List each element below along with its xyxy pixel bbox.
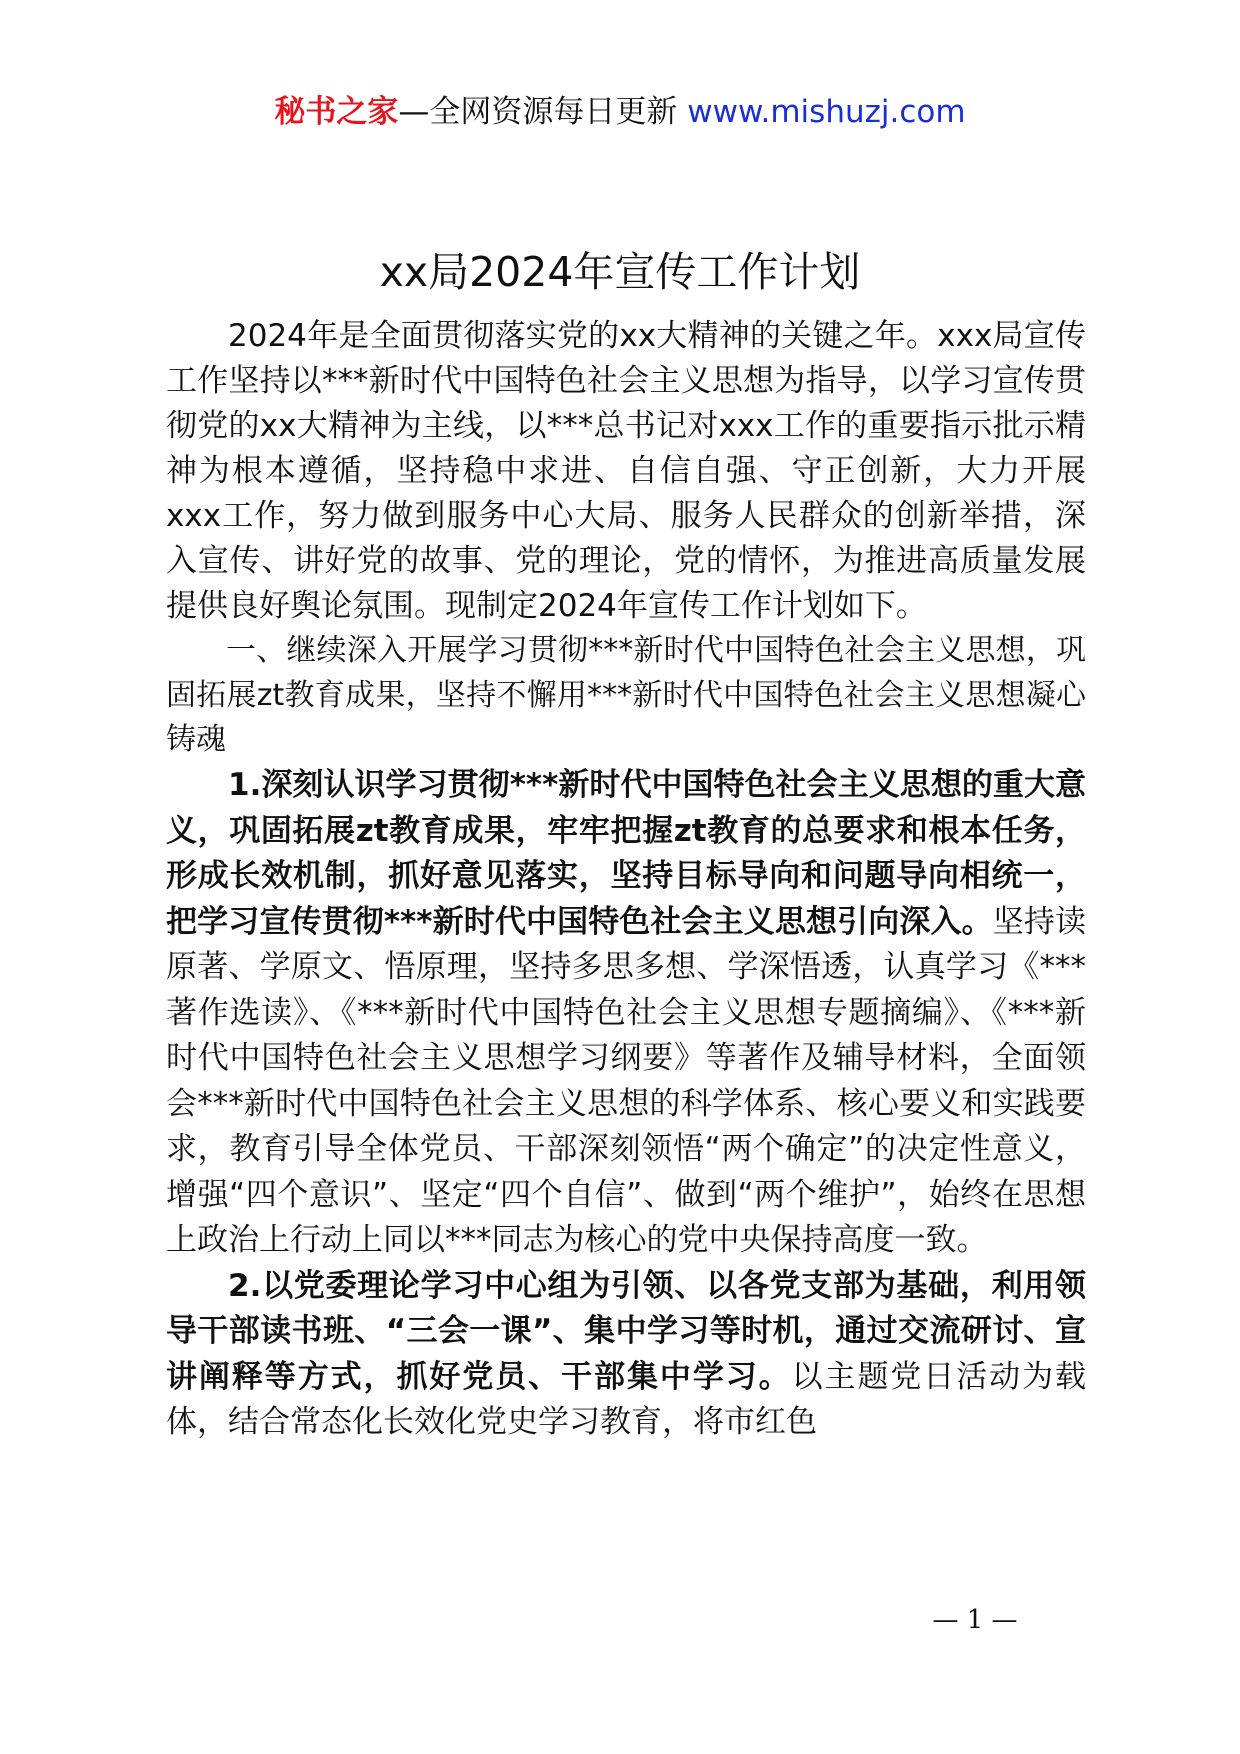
page-number: — 1 — — [932, 1605, 1018, 1635]
intro-paragraph: 2024年是全面贯彻落实党的xx大精神的关键之年。xxx局宣传工作坚持以***新时代中国特色社会主义思想为指导，以学习宣传贯彻党的xx大精神为主线，以***总书记对xxx工作的重要指示批示精神为根本遵循，坚持稳中求进、自信自强、守正创新，大力开展xxx工作，努力做到服务中心大局、服务人民群众的创新举措，深入宣传、讲好党的故事、党的理论，党的情怀，为推进高质量发展提供良好舆论氛围。现制定2024年宣传工作计划如下。 — [166, 318, 1086, 624]
document-body — [166, 314, 1086, 1446]
site-brand: 秘书之家 — [274, 94, 399, 130]
site-header — [0, 92, 1240, 132]
item-2-paragraph — [166, 1264, 1086, 1446]
item-1-paragraph — [166, 763, 1086, 1264]
item-2-text: 以主题党日活动为载体，结合常态化长效化党史学习教育，将市红色 — [166, 1358, 1087, 1441]
item-2-bold-lead: 2.以党委理论学习中心组为引领、以各党支部为基础，利用领导干部读书班、“三会一课”、集中学习等时机，通过交流研讨、宣讲阐释等方式，抓好党员、干部集中学习。 — [166, 1267, 1086, 1395]
site-url-link[interactable]: www.mishuzj.com — [687, 94, 966, 130]
document-title: xx局2024年宣传工作计划 — [379, 248, 861, 296]
site-tagline: —全网资源每日更新 — [398, 94, 688, 130]
item-1-text: 坚持读原著、学原文、悟原理，坚持多思多想、学深悟透，认真学习《***著作选读》、《***新时代中国特色社会主义思想专题摘编》、《***新时代中国特色社会主义思想学习纲要》等著作及辅导材料，全面领会***新时代中国特色社会主义思想的科学体系、核心要义和实践要求，教育引导全体党员、干部深刻领悟“两个确定”的决定性意义，增强“四个意识”、坚定“四个自信”、做到“两个维护”，始终在思想上政治上行动上同以***同志为核心的党中央保持高度一致。 — [166, 903, 1087, 1259]
item-1-bold-lead: 1.深刻认识学习贯彻***新时代中国特色社会主义思想的重大意义，巩固拓展zt教育成果，牢牢把握zt教育的总要求和根本任务，形成长效机制，抓好意见落实，坚持目标导向和问题导向相统一，把学习宣传贯彻***新时代中国特色社会主义思想引向深入。 — [166, 767, 1086, 940]
section-heading: 一、继续深入开展学习贯彻***新时代中国特色社会主义思想，巩固拓展zt教育成果，坚持不懈用***新时代中国特色社会主义思想凝心铸魂 — [166, 633, 1086, 758]
